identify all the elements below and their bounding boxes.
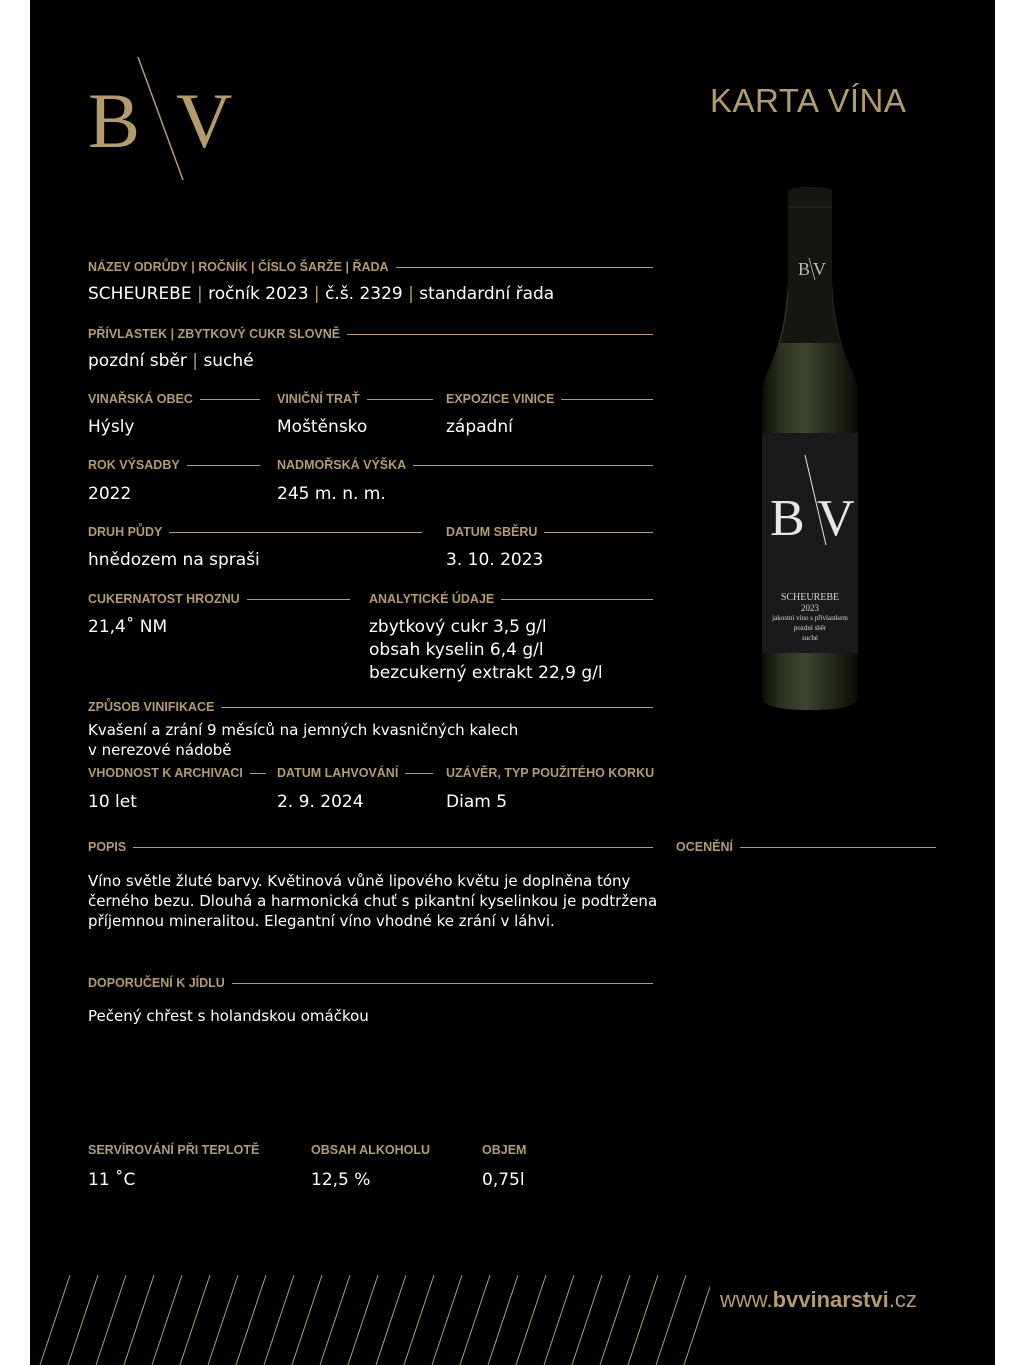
label-volume: OBJEM bbox=[482, 1143, 527, 1157]
bottle-label-text bbox=[762, 593, 858, 643]
decorative-stripe bbox=[180, 1275, 210, 1365]
wine-bottle-image bbox=[730, 185, 890, 715]
value-predicate-sugar: pozdní sběr | suché bbox=[88, 351, 254, 371]
value-bottling-date: 2. 9. 2024 bbox=[277, 792, 364, 812]
decorative-stripe bbox=[236, 1275, 266, 1365]
label-awards: OCENĚNÍ bbox=[676, 840, 936, 854]
value-must-sugar: 21,4˚ NM bbox=[88, 617, 168, 637]
decorative-stripe bbox=[264, 1275, 294, 1365]
label-alcohol: OBSAH ALKOHOLU bbox=[311, 1143, 430, 1157]
label-vineyard: VINIČNÍ TRAŤ bbox=[277, 392, 433, 406]
value-closure: Diam 5 bbox=[446, 792, 508, 812]
svg-text:V: V bbox=[817, 490, 855, 547]
value-archiving: 10 let bbox=[88, 792, 137, 812]
svg-text:B: B bbox=[770, 490, 805, 547]
value-description: Víno světle žluté barvy. Květinová vůně lipového květu je doplněna tóny černého bezu. Dlouhá a harmonická chuť s pikantní kyselinkou je podtržena příjemnou mineralitou. Elegantní víno vhodné ke zrání v láhvi. bbox=[88, 872, 658, 930]
label-must-sugar: CUKERNATOST HROZNU bbox=[88, 592, 350, 606]
value-volume: 0,75l bbox=[482, 1170, 525, 1190]
bottle-label-predicate: pozdní sběr bbox=[793, 624, 827, 632]
svg-text:V: V bbox=[813, 259, 826, 279]
brand-logo bbox=[88, 55, 238, 185]
bottle-label-vintage: 2023 bbox=[801, 603, 819, 613]
svg-text:B: B bbox=[88, 77, 141, 164]
bottle-label-sweetness: suché bbox=[802, 634, 818, 642]
decorative-stripe bbox=[432, 1275, 462, 1365]
label-village: VINAŘSKÁ OBEC bbox=[88, 392, 260, 406]
decorative-stripe bbox=[600, 1275, 630, 1365]
label-exposure: EXPOZICE VINICE bbox=[446, 392, 653, 406]
value-food-pairing: Pečený chřest s holandskou omáčkou bbox=[88, 1007, 369, 1025]
wine-card-sheet bbox=[30, 0, 995, 1365]
label-harvest-date: DATUM SBĚRU bbox=[446, 525, 653, 539]
label-closure: UZÁVĚR, TYP POUŽITÉHO KORKU bbox=[446, 766, 655, 780]
page-title: KARTA VÍNA bbox=[710, 82, 907, 119]
label-planting-year: ROK VÝSADBY bbox=[88, 458, 260, 472]
label-soil: DRUH PŮDY bbox=[88, 525, 422, 539]
decorative-stripe bbox=[404, 1275, 434, 1365]
decorative-stripe bbox=[292, 1275, 322, 1365]
label-serving-temp: SERVÍROVÁNÍ PŘI TEPLOTĚ bbox=[88, 1143, 260, 1157]
label-analytics: ANALYTICKÉ ÚDAJE bbox=[369, 592, 653, 606]
value-variety-vintage: SCHEUREBE | ročník 2023 | č.š. 2329 | standardní řada bbox=[88, 284, 555, 304]
decorative-stripe bbox=[348, 1275, 378, 1365]
decorative-stripe bbox=[544, 1275, 574, 1365]
label-archiving: VHODNOST K ARCHIVACI bbox=[88, 766, 266, 780]
label-vinification: ZPŮSOB VINIFIKACE bbox=[88, 700, 653, 714]
bottle-label-category: jakostní víno s přívlastkem bbox=[772, 614, 848, 622]
decorative-diagonal-lines bbox=[30, 1275, 710, 1365]
decorative-stripe bbox=[572, 1275, 602, 1365]
decorative-stripe bbox=[208, 1275, 238, 1365]
label-variety-vintage: NÁZEV ODRŮDY | ROČNÍK | ČÍSLO ŠARŽE | ŘADA bbox=[88, 260, 653, 274]
bottle-label-variety: SCHEUREBE bbox=[780, 592, 840, 603]
value-soil: hnědozem na spraši bbox=[88, 550, 260, 570]
value-altitude: 245 m. n. m. bbox=[277, 484, 386, 504]
decorative-stripe bbox=[376, 1275, 406, 1365]
label-altitude: NADMOŘSKÁ VÝŠKA bbox=[277, 458, 653, 472]
decorative-stripe bbox=[152, 1275, 182, 1365]
decorative-stripe bbox=[96, 1275, 126, 1365]
value-vinification: Kvašení a zrání 9 měsíců na jemných kvasničných kalech v nerezové nádobě bbox=[88, 721, 519, 759]
label-predicate-sugar: PŘÍVLASTEK | ZBYTKOVÝ CUKR SLOVNĚ bbox=[88, 327, 653, 341]
svg-text:B: B bbox=[798, 259, 811, 279]
label-description: POPIS bbox=[88, 840, 653, 854]
value-analytics-residual-sugar: zbytkový cukr 3,5 g/l bbox=[369, 617, 547, 637]
brand-logo-mark bbox=[88, 55, 238, 185]
label-bottling-date: DATUM LAHVOVÁNÍ bbox=[277, 766, 433, 780]
website-link[interactable]: www.bvvinarstvi.cz bbox=[720, 1287, 917, 1312]
decorative-stripe bbox=[124, 1275, 154, 1365]
decorative-stripe bbox=[516, 1275, 546, 1365]
label-food-pairing: DOPORUČENÍ K JÍDLU bbox=[88, 976, 653, 990]
decorative-stripe bbox=[684, 1275, 710, 1365]
value-analytics-acidity: obsah kyselin 6,4 g/l bbox=[369, 640, 544, 660]
value-vineyard: Moštěnsko bbox=[277, 417, 368, 437]
value-harvest-date: 3. 10. 2023 bbox=[446, 550, 544, 570]
value-village: Hýsly bbox=[88, 417, 135, 437]
decorative-stripe bbox=[68, 1275, 98, 1365]
decorative-stripe bbox=[488, 1275, 518, 1365]
value-analytics-extract: bezcukerný extrakt 22,9 g/l bbox=[369, 663, 603, 683]
svg-text:V: V bbox=[176, 77, 233, 164]
value-exposure: západní bbox=[446, 417, 513, 437]
decorative-stripe bbox=[656, 1275, 686, 1365]
decorative-stripe bbox=[460, 1275, 490, 1365]
decorative-stripe bbox=[628, 1275, 658, 1365]
decorative-stripe bbox=[40, 1275, 70, 1365]
value-serving-temp: 11 ˚C bbox=[88, 1170, 136, 1190]
value-alcohol: 12,5 % bbox=[311, 1170, 371, 1190]
decorative-stripe bbox=[320, 1275, 350, 1365]
value-planting-year: 2022 bbox=[88, 484, 132, 504]
